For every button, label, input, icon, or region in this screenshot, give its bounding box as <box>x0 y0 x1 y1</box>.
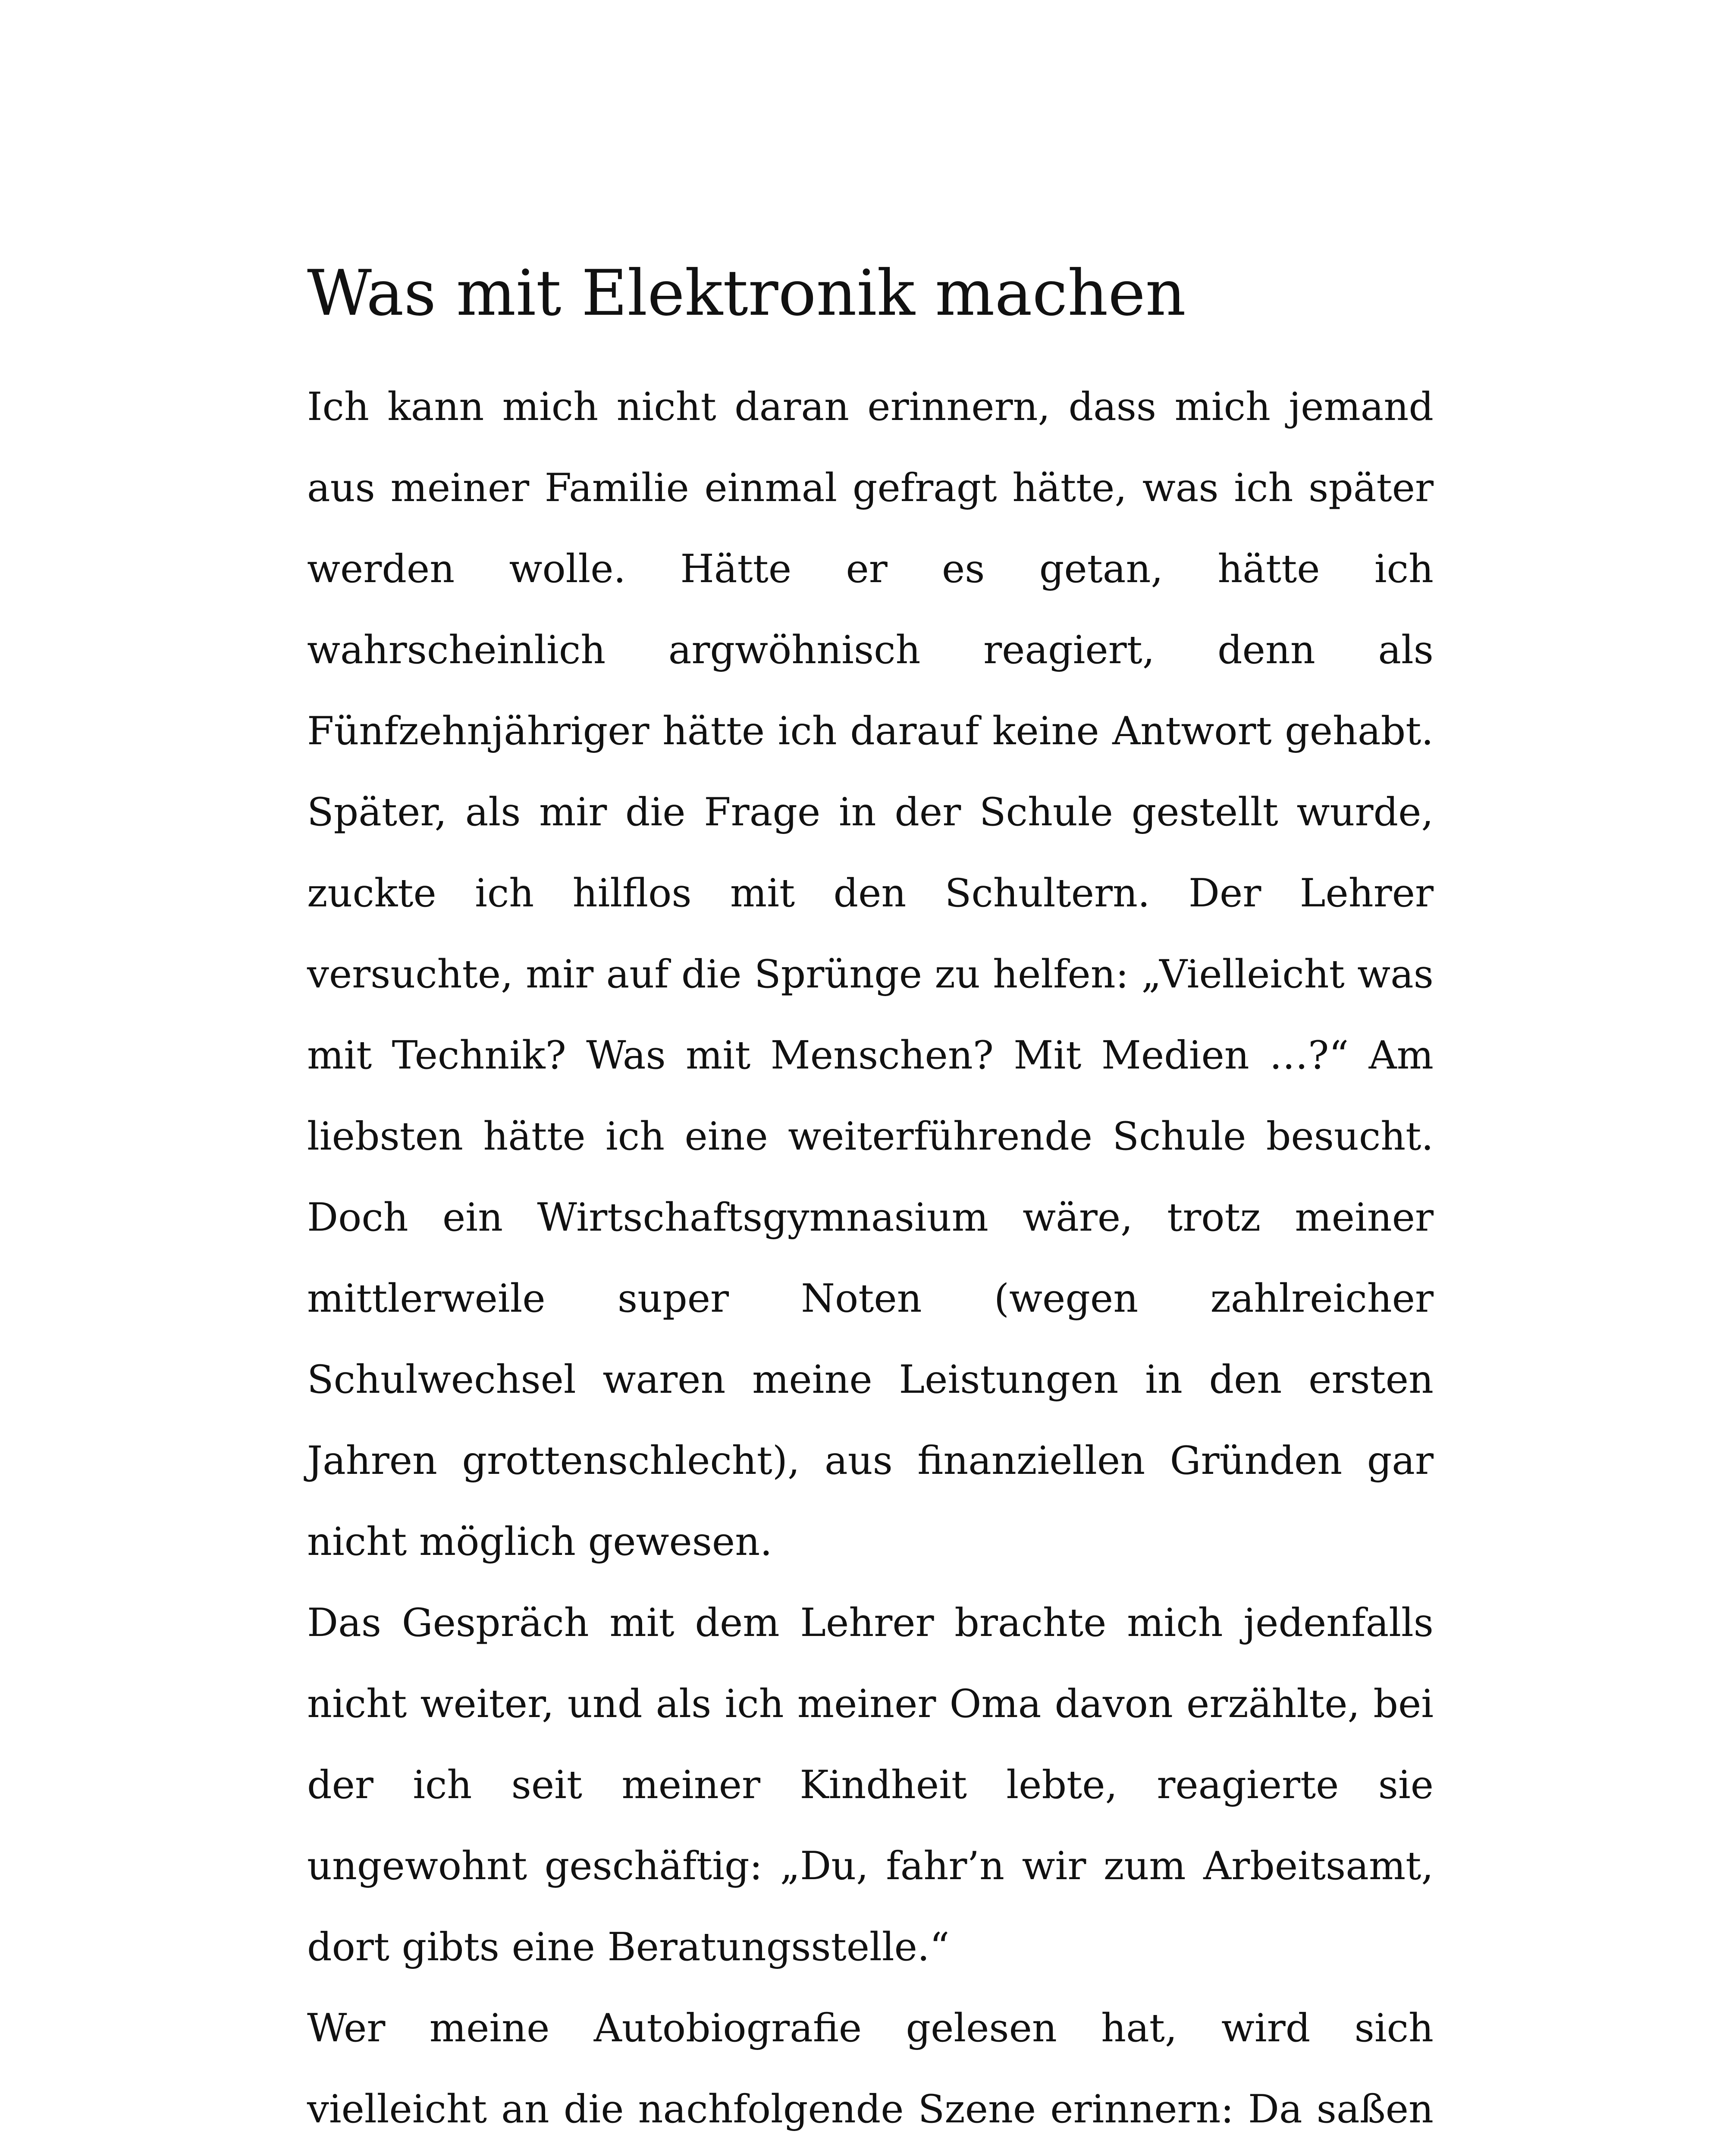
paragraph-3: Wer meine Autobiografie gelesen hat, wird sich vielleicht an die nachfolgende Szene erinnern: Da saßen <box>307 2006 1434 2132</box>
paragraph-1: Ich kann mich nicht daran erinnern, dass mich jemand aus meiner Familie einmal gefragt hätte, was ich später werden wolle. Hätte er es getan, hätte ich wahrscheinlich argwöhnisch reagiert, denn als Fünfzehnjähriger hätte ich darauf keine Antwort gehabt. Später, als mir die Frage in der Schule gestellt wurde, zuckte ich hilflos mit den Schultern. Der Lehrer versuchte, mir auf die Sprünge zu helfen: „Vielleicht was mit Technik? Was mit Menschen? Mit Medien …?“ Am liebsten hätte ich eine weiterführende Schule besucht. Doch ein Wirtschaftsgymnasium wäre, trotz meiner mittlerweile super Noten (wegen zahlreicher Schulwechsel waren meine Leistungen in den ersten Jahren grottenschlecht), aus finanziellen Gründen gar nicht möglich gewesen. <box>307 384 1434 1564</box>
chapter-title: Was mit Elektronik machen <box>307 257 1186 330</box>
paragraph-2: Das Gespräch mit dem Lehrer brachte mich jedenfalls nicht weiter, und als ich meiner Oma davon erzählte, bei der ich seit meiner Kindheit lebte, reagierte sie ungewohnt geschäftig: „Du, fahr’n wir zum Arbeitsamt, dort gibts eine Beratungsstelle.“ <box>307 1600 1434 1970</box>
body-text <box>307 367 1434 2156</box>
